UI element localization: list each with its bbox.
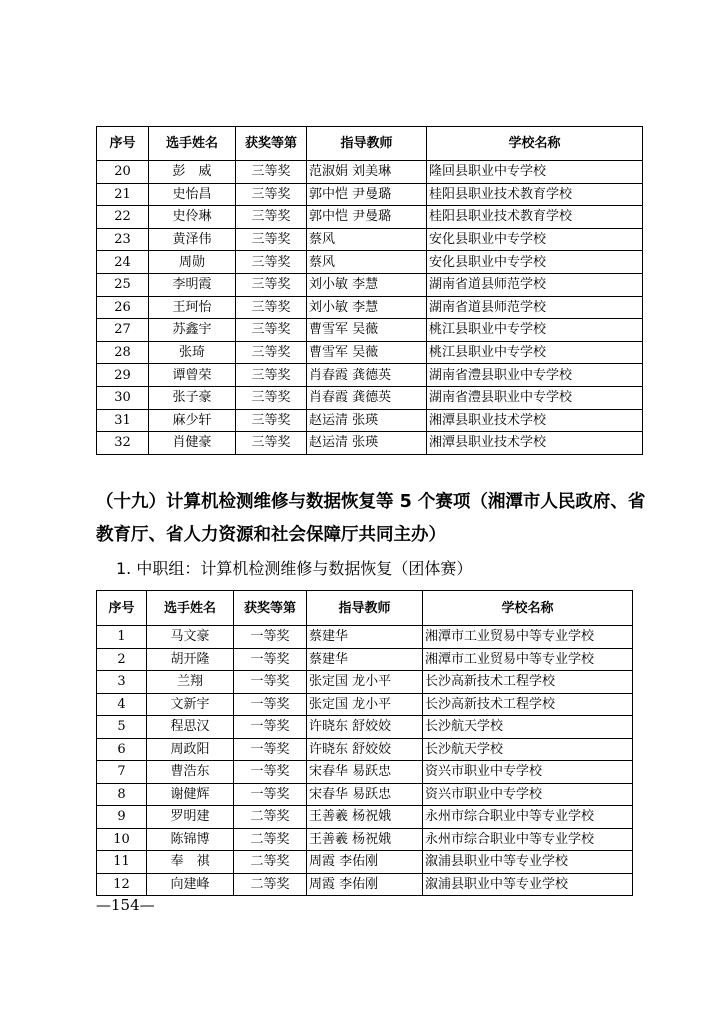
cell-school-name: 湖南省道县师范学校: [427, 296, 643, 319]
cell-school-name: 湖南省道县师范学校: [427, 273, 643, 296]
cell-award-level: 三等奖: [236, 206, 307, 229]
cell-contestant-name: 李明霞: [149, 273, 236, 296]
cell-contestant-name: 文新宇: [147, 693, 234, 716]
cell-number: 1: [97, 626, 147, 649]
section-heading: （十九）计算机检测维修与数据恢复等 5 个赛项（湘潭市人民政府、省教育厅、省人力资源和社会保障厅共同主办）: [96, 492, 646, 545]
cell-number: 2: [97, 648, 147, 671]
cell-contestant-name: 张琦: [149, 341, 236, 364]
table-row: [97, 873, 633, 896]
cell-number: 5: [97, 716, 147, 739]
table-row: [97, 626, 633, 649]
cell-award-level: 一等奖: [234, 626, 307, 649]
cell-award-level: 三等奖: [236, 183, 307, 206]
cell-instructor: 郭中恺 尹曼璐: [307, 183, 427, 206]
cell-award-level: 三等奖: [236, 319, 307, 342]
cell-contestant-name: 谢健辉: [147, 783, 234, 806]
cell-number: 11: [97, 851, 147, 874]
table-row: [97, 648, 633, 671]
table-row: [97, 273, 643, 296]
cell-contestant-name: 麻少轩: [149, 409, 236, 432]
cell-instructor: 许晓东 舒姣姣: [307, 738, 423, 761]
table-row: [97, 386, 643, 409]
cell-instructor: 曹雪军 吴薇: [307, 319, 427, 342]
cell-contestant-name: 彭 威: [149, 161, 236, 184]
table-row: [97, 409, 643, 432]
cell-number: 32: [97, 432, 149, 455]
cell-instructor: 许晓东 舒姣姣: [307, 716, 423, 739]
cell-school-name: 桂阳县职业技术教育学校: [427, 183, 643, 206]
table-row: [97, 761, 633, 784]
cell-school-name: 永州市综合职业中等专业学校: [423, 828, 633, 851]
cell-award-level: 三等奖: [236, 432, 307, 455]
cell-school-name: 溆浦县职业中等专业学校: [423, 873, 633, 896]
cell-school-name: 永州市综合职业中等专业学校: [423, 806, 633, 829]
table-row: [97, 738, 633, 761]
cell-award-level: 三等奖: [236, 386, 307, 409]
cell-award-level: 一等奖: [234, 648, 307, 671]
cell-instructor: 蔡风: [307, 251, 427, 274]
cell-number: 31: [97, 409, 149, 432]
table-header-row: [97, 591, 633, 626]
cell-award-level: 三等奖: [236, 228, 307, 251]
cell-number: 28: [97, 341, 149, 364]
cell-contestant-name: 谭曾荣: [149, 364, 236, 387]
cell-award-level: 一等奖: [234, 738, 307, 761]
cell-contestant-name: 史怡昌: [149, 183, 236, 206]
cell-school-name: 湘潭县职业技术学校: [427, 432, 643, 455]
cell-school-name: 桃江县职业中专学校: [427, 341, 643, 364]
cell-school-name: 湘潭市工业贸易中等专业学校: [423, 626, 633, 649]
table-row: [97, 206, 643, 229]
cell-school-name: 安化县职业中专学校: [427, 251, 643, 274]
cell-award-level: 一等奖: [234, 761, 307, 784]
cell-contestant-name: 向建峰: [147, 873, 234, 896]
table-row: [97, 251, 643, 274]
cell-school-name: 长沙航天学校: [423, 716, 633, 739]
cell-contestant-name: 陈锦博: [147, 828, 234, 851]
cell-number: 3: [97, 671, 147, 694]
cell-instructor: 范淑娟 刘美琳: [307, 161, 427, 184]
cell-contestant-name: 奉 祺: [147, 851, 234, 874]
section-subheading: 1. 中职组：计算机检测维修与数据恢复（团体赛）: [116, 559, 473, 578]
cell-number: 25: [97, 273, 149, 296]
cell-instructor: 蔡风: [307, 228, 427, 251]
header-contestant-name: 选手姓名: [147, 591, 234, 626]
table-header-row: [97, 127, 643, 161]
cell-award-level: 三等奖: [236, 341, 307, 364]
table-row: [97, 806, 633, 829]
cell-school-name: 长沙高新技术工程学校: [423, 671, 633, 694]
cell-contestant-name: 张子豪: [149, 386, 236, 409]
cell-contestant-name: 史伶琳: [149, 206, 236, 229]
table-row: [97, 296, 643, 319]
cell-number: 21: [97, 183, 149, 206]
header-award-level: 获奖等第: [236, 127, 307, 161]
cell-instructor: 王善羲 杨祝娥: [307, 806, 423, 829]
cell-number: 27: [97, 319, 149, 342]
table-row: [97, 364, 643, 387]
awards-table-1: [96, 126, 643, 455]
cell-instructor: 张定国 龙小平: [307, 671, 423, 694]
cell-contestant-name: 黄泽伟: [149, 228, 236, 251]
cell-instructor: 刘小敏 李慧: [307, 296, 427, 319]
header-instructor: 指导教师: [307, 127, 427, 161]
cell-instructor: 周霞 李佑刚: [307, 873, 423, 896]
page-number: —154—: [96, 896, 155, 914]
cell-school-name: 资兴市职业中专学校: [423, 761, 633, 784]
cell-school-name: 湘潭市工业贸易中等专业学校: [423, 648, 633, 671]
header-contestant-name: 选手姓名: [149, 127, 236, 161]
cell-award-level: 三等奖: [236, 273, 307, 296]
cell-contestant-name: 曹浩东: [147, 761, 234, 784]
header-number: 序号: [97, 591, 147, 626]
cell-number: 4: [97, 693, 147, 716]
cell-school-name: 资兴市职业中专学校: [423, 783, 633, 806]
header-instructor: 指导教师: [307, 591, 423, 626]
cell-number: 20: [97, 161, 149, 184]
header-award-level: 获奖等第: [234, 591, 307, 626]
cell-instructor: 赵运清 张瑛: [307, 432, 427, 455]
cell-number: 6: [97, 738, 147, 761]
cell-instructor: 刘小敏 李慧: [307, 273, 427, 296]
cell-school-name: 安化县职业中专学校: [427, 228, 643, 251]
cell-instructor: 肖春霞 龚德英: [307, 386, 427, 409]
table-row: [97, 432, 643, 455]
cell-award-level: 一等奖: [234, 716, 307, 739]
cell-instructor: 曹雪军 吴薇: [307, 341, 427, 364]
table-row: [97, 783, 633, 806]
awards-table-2: [96, 590, 633, 896]
cell-instructor: 郭中恺 尹曼璐: [307, 206, 427, 229]
cell-number: 23: [97, 228, 149, 251]
cell-award-level: 三等奖: [236, 296, 307, 319]
table-row: [97, 671, 633, 694]
cell-school-name: 溆浦县职业中等专业学校: [423, 851, 633, 874]
cell-award-level: 三等奖: [236, 409, 307, 432]
cell-school-name: 长沙高新技术工程学校: [423, 693, 633, 716]
cell-award-level: 二等奖: [234, 806, 307, 829]
cell-school-name: 隆回县职业中专学校: [427, 161, 643, 184]
cell-instructor: 蔡建华: [307, 626, 423, 649]
cell-contestant-name: 马文豪: [147, 626, 234, 649]
cell-award-level: 一等奖: [234, 693, 307, 716]
table-row: [97, 183, 643, 206]
cell-school-name: 桃江县职业中专学校: [427, 319, 643, 342]
cell-contestant-name: 王珂怡: [149, 296, 236, 319]
cell-number: 9: [97, 806, 147, 829]
cell-instructor: 王善羲 杨祝娥: [307, 828, 423, 851]
cell-award-level: 三等奖: [236, 251, 307, 274]
cell-contestant-name: 周勋: [149, 251, 236, 274]
cell-contestant-name: 罗明建: [147, 806, 234, 829]
cell-school-name: 桂阳县职业技术教育学校: [427, 206, 643, 229]
cell-number: 24: [97, 251, 149, 274]
table-row: [97, 161, 643, 184]
cell-contestant-name: 周政阳: [147, 738, 234, 761]
cell-instructor: 张定国 龙小平: [307, 693, 423, 716]
table-row: [97, 693, 633, 716]
table-row: [97, 716, 633, 739]
cell-award-level: 二等奖: [234, 851, 307, 874]
cell-contestant-name: 苏鑫宇: [149, 319, 236, 342]
cell-award-level: 一等奖: [234, 671, 307, 694]
cell-number: 7: [97, 761, 147, 784]
cell-award-level: 二等奖: [234, 828, 307, 851]
header-number: 序号: [97, 127, 149, 161]
table-row: [97, 319, 643, 342]
cell-school-name: 湖南省澧县职业中专学校: [427, 386, 643, 409]
table-row: [97, 828, 633, 851]
cell-number: 10: [97, 828, 147, 851]
cell-instructor: 赵运清 张瑛: [307, 409, 427, 432]
cell-school-name: 湖南省澧县职业中专学校: [427, 364, 643, 387]
cell-number: 22: [97, 206, 149, 229]
cell-instructor: 肖春霞 龚德英: [307, 364, 427, 387]
cell-instructor: 蔡建华: [307, 648, 423, 671]
cell-number: 26: [97, 296, 149, 319]
cell-school-name: 长沙航天学校: [423, 738, 633, 761]
cell-number: 8: [97, 783, 147, 806]
cell-instructor: 周霞 李佑刚: [307, 851, 423, 874]
table-row: [97, 851, 633, 874]
table-row: [97, 228, 643, 251]
cell-award-level: 二等奖: [234, 873, 307, 896]
cell-contestant-name: 兰翔: [147, 671, 234, 694]
cell-number: 29: [97, 364, 149, 387]
cell-contestant-name: 程思汉: [147, 716, 234, 739]
header-school-name: 学校名称: [427, 127, 643, 161]
header-school-name: 学校名称: [423, 591, 633, 626]
cell-contestant-name: 胡开隆: [147, 648, 234, 671]
cell-instructor: 宋春华 易跃忠: [307, 761, 423, 784]
cell-contestant-name: 肖健豪: [149, 432, 236, 455]
cell-instructor: 宋春华 易跃忠: [307, 783, 423, 806]
cell-number: 12: [97, 873, 147, 896]
table-row: [97, 341, 643, 364]
cell-award-level: 三等奖: [236, 161, 307, 184]
cell-award-level: 一等奖: [234, 783, 307, 806]
cell-number: 30: [97, 386, 149, 409]
cell-award-level: 三等奖: [236, 364, 307, 387]
cell-school-name: 湘潭县职业技术学校: [427, 409, 643, 432]
